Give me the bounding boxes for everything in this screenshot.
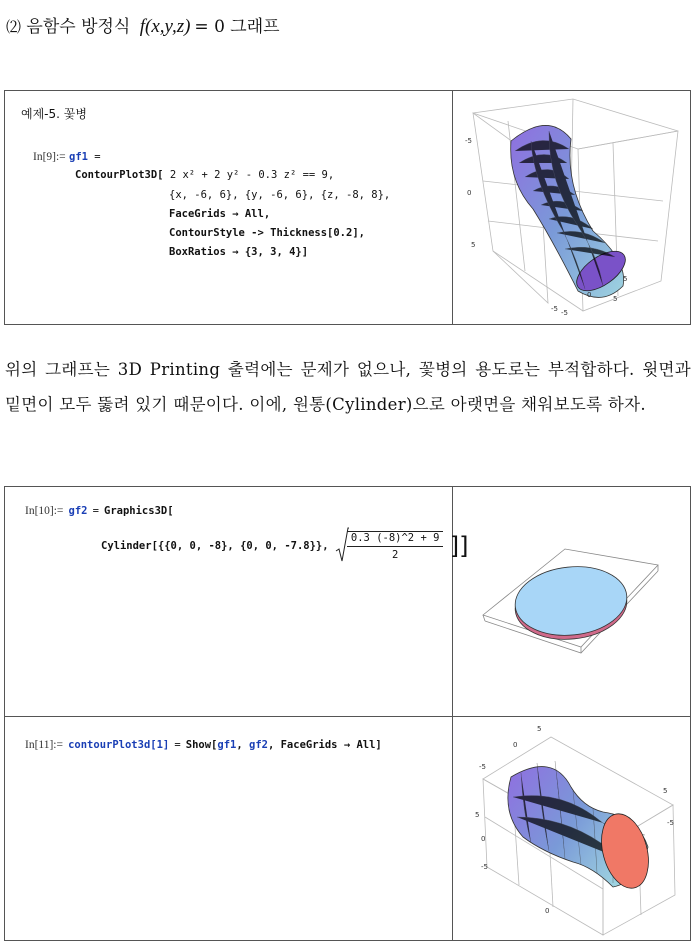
svg-text:-5: -5	[465, 137, 473, 145]
svg-text:5: 5	[613, 295, 618, 303]
ranges: {x, -6, 6}, {y, -6, 6}, {z, -8, 8},	[169, 189, 391, 201]
combined-plot	[453, 717, 690, 941]
example2-code-cell	[5, 487, 469, 717]
example2-figure-cell	[453, 487, 691, 717]
example1-figure-cell	[453, 91, 691, 325]
input-label: In[10]:=	[25, 505, 64, 517]
svg-text:0: 0	[481, 835, 486, 843]
svg-text:0: 0	[467, 189, 472, 197]
example-label: 예제-5. 꽃병	[21, 107, 87, 121]
section-number: ⑵	[6, 18, 22, 36]
assign-op: =	[94, 151, 101, 163]
section-suffix: 그래프	[230, 17, 280, 37]
svg-text:-5: -5	[561, 309, 569, 317]
svg-text:-5: -5	[551, 305, 559, 313]
vase-surface	[511, 125, 632, 298]
option-boxratios: BoxRatios → {3, 3, 4}]	[169, 246, 309, 258]
section-heading	[6, 12, 280, 38]
svg-text:0: 0	[587, 291, 592, 299]
cylinder-call: Cylinder[{{0, 0, -8}, {0, 0, -7.8}},	[101, 540, 329, 552]
func-contourplot3d: ContourPlot3D[	[75, 169, 164, 181]
disk	[512, 561, 630, 644]
implicit-function: f(x,y,z)	[139, 16, 191, 37]
example1-code-cell	[5, 91, 453, 325]
svg-text:-5: -5	[481, 863, 489, 871]
arg-gf2: gf2	[249, 739, 268, 751]
show-options: , FaceGrids → All]	[267, 739, 382, 751]
sqrt-expr	[335, 527, 444, 565]
vase-with-base	[508, 761, 656, 893]
option-facegrids: FaceGrids → All,	[169, 208, 271, 220]
func-show: Show[	[185, 739, 218, 751]
example2-table	[4, 486, 691, 941]
example3-code-cell	[5, 717, 453, 941]
disk-plot	[453, 487, 690, 717]
var-gf1: gf1	[69, 151, 88, 163]
svg-text:-5: -5	[479, 763, 487, 771]
sqrt-numerator: 0.3 (-8)^2 + 9	[347, 532, 444, 547]
closing-brackets: ]]	[449, 532, 469, 560]
svg-text:5: 5	[471, 241, 476, 249]
svg-text:5: 5	[475, 811, 480, 819]
body-paragraph: 위의 그래프는 3D Printing 출력에는 문제가 없으나, 꽃병의 용도로는 부적합하다. 윗면과 밑면이 모두 뚫려 있기 때문이다. 이에, 원통(Cylinder)으로 아랫면을 채워보도록 하자.	[5, 360, 691, 414]
svg-text:-5: -5	[667, 819, 675, 827]
option-contourstyle: ContourStyle -> Thickness[0.2],	[169, 227, 365, 239]
svg-text:0: 0	[513, 741, 518, 749]
lhs-contourplot3d: contourPlot3d[1]	[68, 739, 170, 751]
equation: 2 x² + 2 y² - 0.3 z² == 9,	[169, 169, 335, 181]
func-graphics3d: Graphics3D[	[104, 505, 174, 517]
input-label: In[11]:=	[25, 739, 63, 751]
assign-op: =	[92, 505, 99, 517]
sqrt-denominator: 2	[392, 549, 399, 561]
svg-text:5: 5	[663, 787, 668, 795]
example3-figure-cell	[453, 717, 691, 941]
arg-gf1: gf1	[217, 739, 237, 751]
assign-op: =	[174, 739, 181, 751]
svg-text:5: 5	[623, 275, 628, 283]
input-label: In[9]:=	[33, 151, 66, 163]
example1-table	[4, 90, 691, 325]
svg-text:0: 0	[545, 907, 550, 915]
implicit-rhs: = 0	[194, 17, 225, 37]
var-gf2: gf2	[68, 505, 88, 517]
vase-plot	[453, 91, 690, 325]
svg-text:5: 5	[537, 725, 542, 733]
arg-sep: ,	[236, 739, 249, 751]
section-title: 음함수 방정식	[26, 17, 131, 37]
